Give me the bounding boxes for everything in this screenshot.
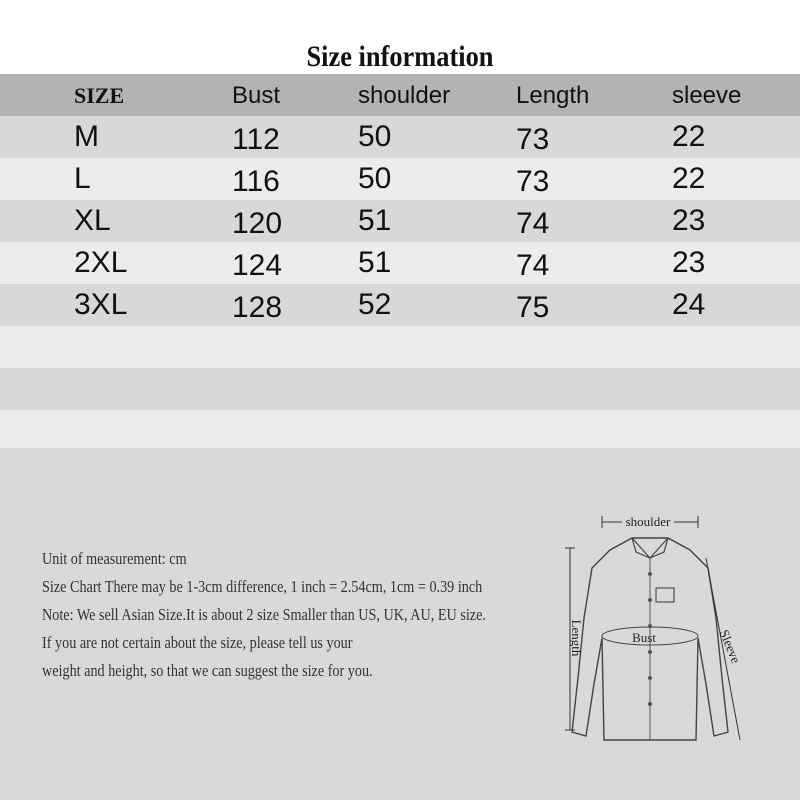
page-title: Size information	[306, 40, 494, 73]
length-cell: 74	[516, 249, 550, 282]
shirt-diagram-svg	[550, 508, 750, 768]
header-sleeve: sleeve	[672, 82, 742, 109]
bust-cell: 128	[232, 291, 283, 324]
sleeve-cell: 24	[672, 288, 706, 321]
size-table	[0, 74, 800, 452]
bust-cell: 116	[232, 165, 280, 198]
empty-row	[0, 368, 800, 410]
empty-row	[0, 326, 800, 368]
info-panel	[0, 448, 800, 800]
size-cell: XL	[74, 204, 111, 237]
table-row	[0, 158, 800, 200]
size-cell: L	[74, 162, 91, 195]
shoulder-cell: 50	[358, 162, 392, 195]
shoulder-label: shoulder	[625, 514, 671, 529]
button-dot	[648, 702, 652, 706]
pocket-outline	[656, 588, 674, 602]
button-dot	[648, 650, 652, 654]
shoulder-cell: 51	[358, 246, 392, 279]
length-cell: 73	[516, 165, 550, 198]
shoulder-cell: 52	[358, 288, 392, 321]
note-line: Note: We sell Asian Size.It is about 2 size Smaller than US, UK, AU, EU size.	[42, 605, 486, 624]
button-dot	[648, 572, 652, 576]
length-label: Length	[569, 619, 584, 657]
bust-cell: 112	[232, 123, 280, 156]
bust-cell: 124	[232, 249, 283, 282]
button-dot	[648, 598, 652, 602]
header-length: Length	[516, 82, 590, 109]
header-shoulder: shoulder	[358, 82, 451, 109]
header-bust: Bust	[232, 82, 281, 109]
table-row	[0, 242, 800, 284]
length-cell: 75	[516, 291, 550, 324]
bust-label: Bust	[632, 630, 656, 645]
table-header-row	[0, 74, 800, 116]
collar-outline	[632, 538, 668, 558]
note-line: Unit of measurement: cm	[42, 549, 187, 568]
table-row	[0, 284, 800, 326]
button-dot	[648, 676, 652, 680]
length-cell: 73	[516, 123, 550, 156]
note-line: Size Chart There may be 1-3cm difference, 1 inch = 2.54cm, 1cm = 0.39 inch	[42, 577, 483, 596]
sleeve-cell: 23	[672, 246, 706, 279]
length-cell: 74	[516, 207, 550, 240]
bust-cell: 120	[232, 207, 283, 240]
shirt-measurement-diagram	[550, 508, 750, 768]
sleeve-cell: 22	[672, 162, 706, 195]
size-cell: M	[74, 120, 99, 153]
note-line: weight and height, so that we can suggest the size for you.	[42, 661, 373, 680]
table-row	[0, 116, 800, 158]
sleeve-label: Sleeve	[716, 627, 744, 666]
header-size: SIZE	[74, 83, 125, 108]
notes-block	[42, 548, 542, 688]
size-cell: 2XL	[74, 246, 128, 279]
sleeve-cell: 22	[672, 120, 706, 153]
shoulder-cell: 50	[358, 120, 392, 153]
shoulder-cell: 51	[358, 204, 392, 237]
sleeve-cell: 23	[672, 204, 706, 237]
table-row	[0, 200, 800, 242]
empty-row	[0, 410, 800, 452]
size-cell: 3XL	[74, 288, 128, 321]
note-line: If you are not certain about the size, please tell us your	[42, 633, 353, 652]
